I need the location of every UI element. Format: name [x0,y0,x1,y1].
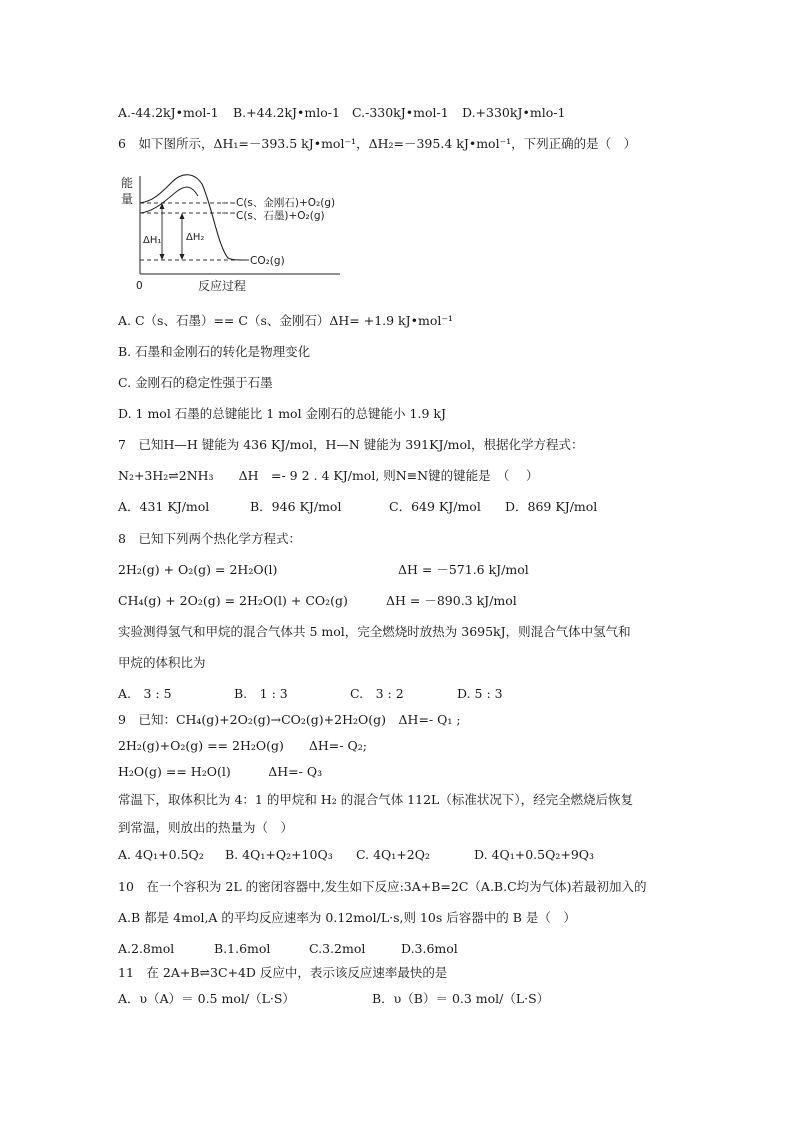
product-state-label: CO₂(g) [250,255,285,267]
q8-option-d: D. 5 : 3 [457,686,503,701]
q5-option-a: A.-44.2kJ•mol-1 [118,105,219,120]
q10-stem: 10 在一个容积为 2L 的密闭容器中,发生如下反应:3A+B=2C（A.B.C均为气体)若最初加入的 [118,879,647,894]
q8-equation-2: CH₄(g) + 2O₂(g) = 2H₂O(l) + CO₂(g) [118,593,348,608]
diamond-state-label: C(s、金刚石)+O₂(g) [236,197,336,209]
origin-label: 0 [136,280,143,292]
q6-option-c: C. 金刚石的稳定性强于石墨 [118,375,273,390]
q11-stem: 11 在 2A+B⇌3C+4D 反应中，表示该反应速率最快的是 [118,965,448,980]
q7-option-d: D．869 KJ/mol [505,499,598,514]
q5-option-d: D.+330kJ•mlo-1 [462,105,566,120]
q6-stem: 6 如下图所示，ΔH₁=－393.5 kJ•mol⁻¹，ΔH₂=－395.4 kJ•mol⁻¹，下列正确的是（ ） [118,136,637,151]
q11-option-b: B．υ（B）＝ 0.3 mol/（L·S） [372,991,550,1006]
dh2-label: ΔH₂ [186,232,205,243]
q7-equation: N₂+3H₂⇌2NH₃ ΔH =- 9 2 . 4 KJ/mol, 则N≡N键的键能是 （ ） [118,468,539,483]
q9-option-c: C. 4Q₁+2Q₂ [356,847,430,862]
q7-option-a: A．431 KJ/mol [118,499,210,514]
q5-option-b: B.+44.2kJ•mlo-1 [233,105,340,120]
q8-equation-1-dh: ΔH = －571.6 kJ/mol [398,562,529,577]
y-axis-label-2: 量 [121,192,134,206]
q7-option-c: C．649 KJ/mol [389,499,481,514]
q7-stem: 7 已知H—H 键能为 436 KJ/mol，H—N 键能为 391KJ/mol，根据化学方程式： [118,437,584,452]
q11-option-a: A．υ（A）＝ 0.5 mol/（L·S） [118,991,295,1006]
graphite-state-label: C(s、石墨)+O₂(g) [236,210,325,222]
q8-equation-2-dh: ΔH = －890.3 kJ/mol [386,593,517,608]
q9-equation-3: H₂O(g) == H₂O(l) ΔH=- Q₃ [118,764,323,779]
q9-stem: 9 已知：CH₄(g)+2O₂(g)→CO₂(g)+2H₂O(g) ΔH=- Q₁ ; [118,712,461,727]
q6-option-d: D. 1 mol 石墨的总键能比 1 mol 金刚石的总键能小 1.9 kJ [118,406,446,421]
q8-option-a: A. 3 : 5 [118,686,172,701]
q8-text-1: 实验测得氢气和甲烷的混合气体共 5 mol，完全燃烧时放热为 3695kJ，则混合气体中氢气和 [118,624,631,639]
q10-option-d: D.3.6mol [401,941,458,956]
q8-stem: 8 已知下列两个热化学方程式： [118,531,301,546]
q6-option-b: B. 石墨和金刚石的转化是物理变化 [118,344,311,359]
q10-option-b: B.1.6mol [214,941,271,956]
q10-text-2: A.B 都是 4mol,A 的平均反应速率为 0.12mol/L·s,则 10s 后容器中的 B 是（ ） [118,910,576,925]
dh1-label: ΔH₁ [143,235,162,246]
q9-text-1: 常温下，取体积比为 4：1 的甲烷和 H₂ 的混合气体 112L（标准状况下），经完全燃烧后恢复 [118,792,634,807]
q9-equation-2: 2H₂(g)+O₂(g) == 2H₂O(g) ΔH=- Q₂; [118,738,367,753]
q6-option-a: A. C（s、石墨）== C（s、金刚石）ΔH= +1.9 kJ•mol⁻¹ [118,313,453,328]
q8-text-2: 甲烷的体积比为 [118,655,206,670]
q9-option-b: B. 4Q₁+Q₂+10Q₃ [225,847,333,862]
q10-option-a: A.2.8mol [118,941,175,956]
q8-option-b: B. 1 : 3 [234,686,288,701]
q5-option-c: C.-330kJ•mol-1 [352,105,449,120]
y-axis-label-1: 能 [121,176,134,190]
q8-equation-1: 2H₂(g) + O₂(g) = 2H₂O(l) [118,562,278,577]
q10-option-c: C.3.2mol [309,941,366,956]
energy-diagram [118,170,378,298]
q8-option-c: C. 3 : 2 [350,686,404,701]
q7-option-b: B．946 KJ/mol [250,499,342,514]
q9-text-2: 到常温，则放出的热量为（ ） [118,820,294,835]
x-axis-label: 反应过程 [198,279,247,293]
q9-option-a: A. 4Q₁+0.5Q₂ [118,847,204,862]
q9-option-d: D. 4Q₁+0.5Q₂+9Q₃ [474,847,595,862]
